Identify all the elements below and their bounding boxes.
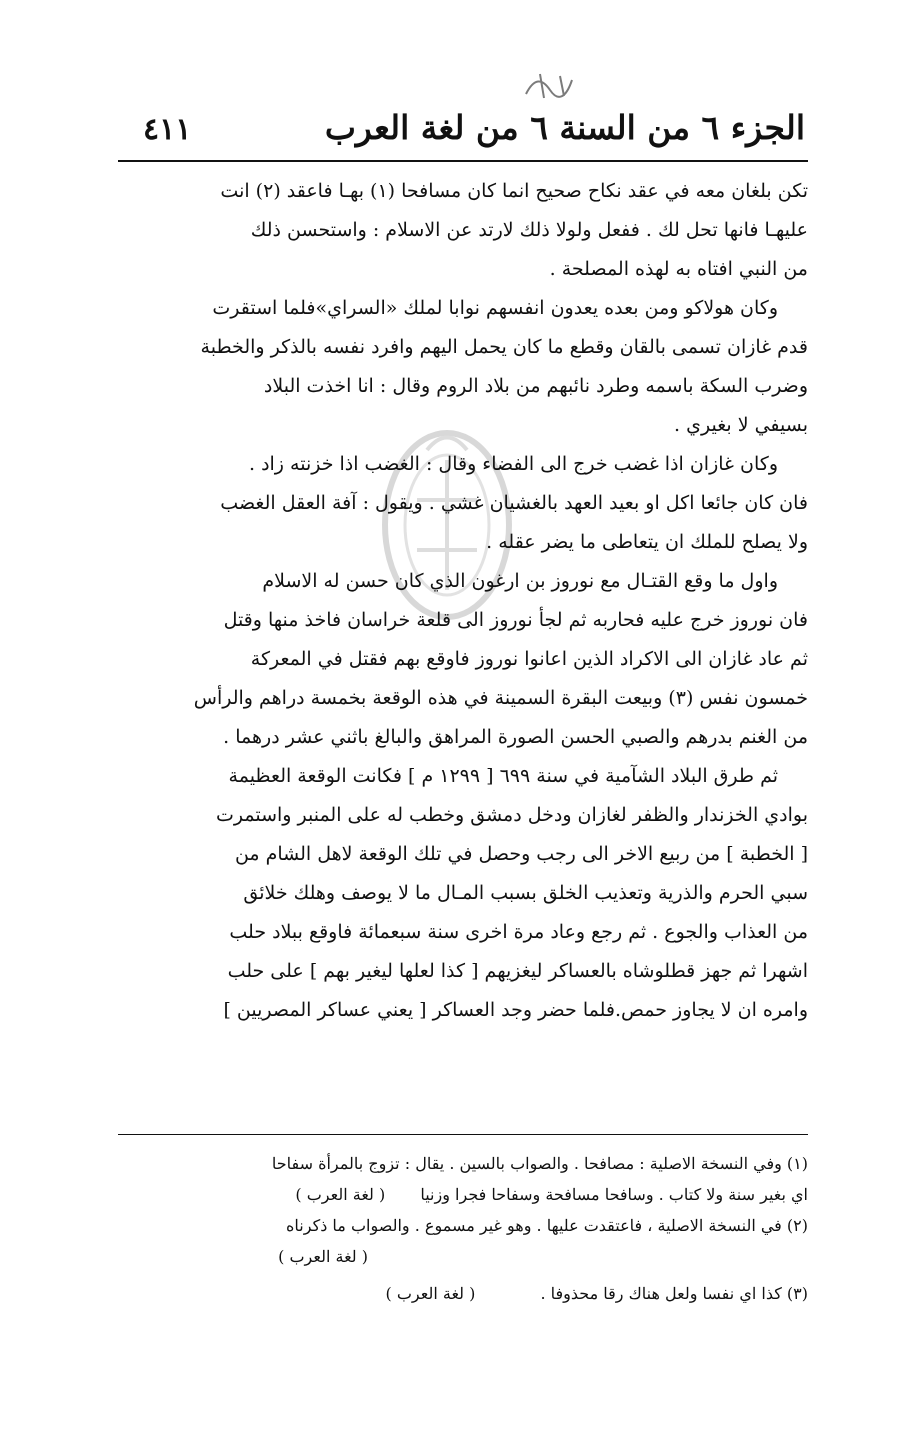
footnote-3-text: (٣) كذا اي نفسا ولعل هناك رقا محذوفا . <box>540 1284 808 1303</box>
footnote-1-line-1: (١) وفي النسخة الاصلية : مصافحا . والصواب بالسين . يقال : تزوج بالمرأة سفاحا <box>271 1154 808 1173</box>
footnote-rule <box>118 1134 808 1135</box>
body-line: واول ما وقع القتـال مع نوروز بن ارغون الذي كان حسن له الاسلام <box>262 570 778 592</box>
body-line: تكن بلغان معه في عقد نكاح صحيح انما كان مسافحا (١) بهـا فاعقد (٢) انت <box>220 180 808 202</box>
body-line: ثم طرق البلاد الشآمية في سنة ٦٩٩ [ ١٢٩٩ م ] فكانت الوقعة العظيمة <box>228 765 778 787</box>
footnote-3-line-1 <box>118 1278 808 1309</box>
running-title: الجزء ٦ من السنة ٦ من لغة العرب <box>324 108 805 147</box>
body-line: ثم عاد غازان الى الاكراد الذين اعانوا نوروز فاوقع بهم فقتل في المعركة <box>250 648 808 670</box>
footnote-2-line-1: (٢) في النسخة الاصلية ، فاعتقدت عليها . وهو غير مسموع . والصواب ما ذكرناه <box>286 1216 808 1235</box>
library-stamp-mark <box>520 68 590 104</box>
body-line: وضرب السكة باسمه وطرد نائبهم من بلاد الروم وقال : انا اخذت البلاد <box>263 375 808 397</box>
body-line: وامره ان لا يجاوز حمص.فلما حضر وجد العساكر [ يعني عساكر المصريين ] <box>223 999 808 1021</box>
body-line: [ الخطبة ] من ربيع الاخر الى رجب وحصل في تلك الوقعة لاهل الشام من <box>234 843 808 865</box>
body-line: اشهرا ثم جهز قطلوشاه بالعساكر ليغزيهم [ كذا لعلها ليغير بهم ] على حلب <box>227 960 808 982</box>
footnote-1-line-2 <box>118 1179 808 1210</box>
body-text <box>118 172 808 1030</box>
footnote-3-source: ( لغة العرب ) <box>385 1284 476 1303</box>
page-number: ٤١١ <box>143 112 192 147</box>
header-rule <box>118 160 808 162</box>
body-line: فان نوروز خرج عليه فحاربه ثم لجأ نوروز الى قلعة خراسان فاخذ منها وقتل <box>223 609 808 631</box>
body-line: وكان هولاكو ومن بعده يعدون انفسهم نوابا لملك «السراي»فلما استقرت <box>212 297 778 319</box>
footnote-1-source: ( لغة العرب ) <box>295 1185 386 1204</box>
body-line: عليهـا فانها تحل لك . ففعل ولولا ذلك لارتد عن الاسلام : واستحسن ذلك <box>250 219 808 241</box>
body-line: من العذاب والجوع . ثم رجع وعاد مرة اخرى سنة سبعمائة فاوقع ببلاد حلب <box>229 921 808 943</box>
body-line: سبي الحرم والذرية وتعذيب الخلق بسبب المـال ما لا يوصف وهلك خلائق <box>243 882 808 904</box>
body-line: وكان غازان اذا غضب خرج الى الفضاء وقال : الغضب اذا خزنته زاد . <box>248 453 778 475</box>
body-line: من الغنم بدرهم والصبي الحسن الصورة المراهق والبالغ باثني عشر درهما . <box>223 726 808 748</box>
body-line: بوادي الخزندار والظفر لغازان ودخل دمشق وخطب له على المنبر واستمرت <box>216 804 808 826</box>
footnote-1-text: اي بغير سنة ولا كتاب . وسافحا مسافحة وسفاحا فجرا وزنيا <box>420 1185 808 1204</box>
page-header <box>115 108 805 154</box>
body-line: خمسون نفس (٣) وبيعت البقرة السمينة في هذه الوقعة بخمسة دراهم والرأس <box>193 687 808 709</box>
body-line: من النبي افتاه به لهذه المصلحة . <box>549 258 808 280</box>
footnote-2-source: ( لغة العرب ) <box>278 1247 368 1266</box>
body-line: ولا يصلح للملك ان يتعاطى ما يضر عقله . <box>486 531 808 553</box>
footnotes <box>118 1148 808 1309</box>
body-line: فان كان جائعا اكل او بعيد العهد بالغشيان غشي . ويقول : آفة العقل الغضب <box>220 492 808 514</box>
body-line: بسيفي لا بغيري . <box>674 414 808 436</box>
body-line: قدم غازان تسمى بالقان وقطع ما كان يحمل اليهم وافرد نفسه بالذكر والخطبة <box>200 336 808 358</box>
